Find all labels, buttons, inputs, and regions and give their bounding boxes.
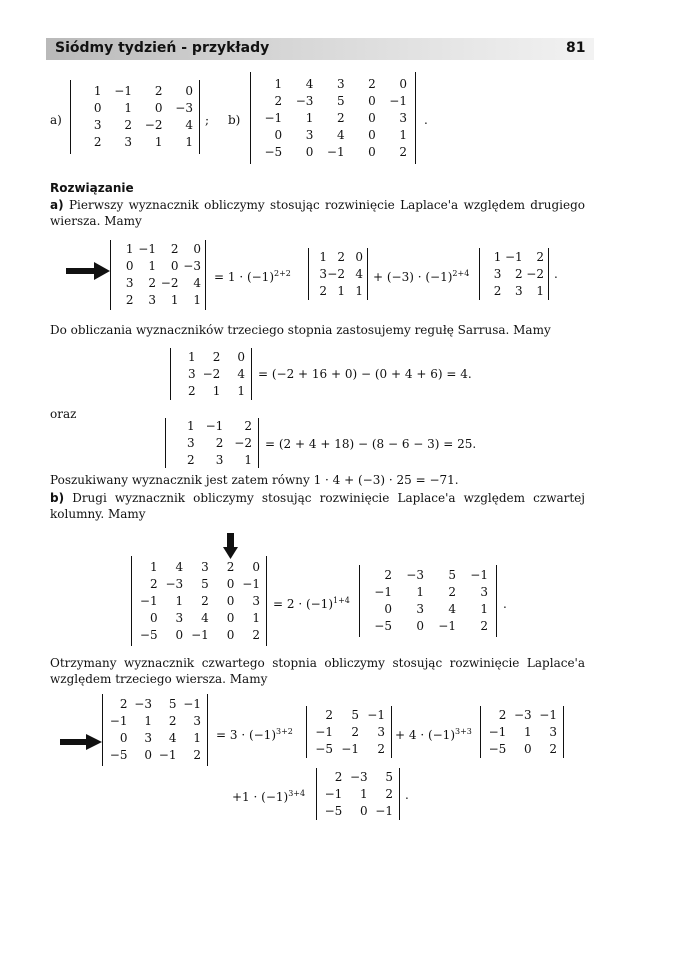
matrix-entry: 0 — [368, 127, 376, 142]
matrix-entry: 2 — [193, 748, 201, 762]
matrix-entry: 2 — [252, 627, 260, 642]
matrix-entry: 4 — [448, 602, 456, 616]
matrix-entry: 3 — [416, 602, 424, 616]
matrix-entry: 2 — [148, 276, 156, 290]
matrix-entry: −1 — [138, 242, 156, 256]
eq2-minor — [359, 565, 497, 637]
part-a-result: Poszukiwany wyznacznik jest zatem równy 1 · 4 + (−3) · 25 = −71. — [50, 473, 459, 487]
matrix-entry: 1 — [305, 110, 314, 125]
matrix-entry: 4 — [175, 559, 184, 574]
eq1-minor1 — [308, 248, 368, 300]
sarrus2-result: = (2 + 4 + 18) − (8 − 6 − 3) = 25. — [265, 437, 477, 451]
matrix-entry: 3 — [252, 593, 260, 608]
matrix-entry: 3 — [305, 127, 314, 142]
matrix-entry: 3 — [515, 283, 523, 298]
matrix-entry: 0 — [274, 127, 283, 142]
matrix-entry: 1 — [493, 249, 502, 264]
matrix-entry: 2 — [448, 585, 456, 599]
matrix-entry: 1 — [274, 76, 283, 91]
matrix-entry: 3 — [493, 266, 502, 281]
matrix-entry: −1 — [315, 724, 333, 739]
eq1-coef1-text: = 1 · (−1) — [214, 270, 274, 284]
matrix-entry: −2 — [202, 366, 221, 381]
matrix-entry: −1 — [264, 110, 283, 125]
oraz-text: oraz — [50, 407, 77, 421]
matrix-entry: −1 — [183, 697, 201, 711]
eq3-coef3-exp: 3+4 — [288, 789, 306, 798]
matrix-entry: 0 — [355, 249, 363, 264]
eq1-coef1 — [214, 266, 291, 285]
matrix-entry: 4 — [193, 276, 201, 290]
matrix-entry: 1 — [355, 283, 363, 298]
matrix-entry: 3 — [93, 118, 102, 132]
period: . — [424, 113, 428, 127]
matrix-entry: 0 — [125, 259, 134, 273]
matrix-entry: 1 — [185, 135, 193, 149]
matrix-entry: −1 — [139, 593, 158, 608]
matrix-entry: 2 — [549, 741, 557, 756]
sarrus1-determinant — [170, 348, 252, 400]
matrix-entry: 4 — [237, 366, 245, 381]
matrix-entry: 1 — [524, 724, 532, 739]
matrix-entry: 1 — [319, 249, 327, 264]
eq2-end: . — [503, 597, 507, 611]
part-a-intro-text: Pierwszy wyznacznik obliczymy stosując rozwinięcie Laplace'a względem drugiego wiersza. Mamy — [50, 198, 585, 228]
part-a-label: a) — [50, 198, 64, 212]
eq3-coef2-exp: 3+3 — [455, 727, 472, 736]
matrix-entry: 2 — [351, 724, 359, 739]
matrix-entry: 1 — [337, 283, 345, 298]
matrix-entry: −1 — [158, 748, 177, 762]
sarrus1-result: = (−2 + 16 + 0) − (0 + 4 + 6) = 4. — [258, 367, 472, 381]
matrix-entry: 5 — [448, 568, 456, 582]
eq3-determinant — [102, 694, 208, 766]
matrix-entry: −1 — [242, 576, 260, 591]
matrix-entry: −1 — [375, 803, 393, 818]
part-a-intro — [50, 197, 585, 229]
matrix-entry: 2 — [480, 619, 488, 633]
matrix-entry: 0 — [399, 76, 407, 91]
matrix-entry: 0 — [368, 93, 376, 108]
determinant-a — [70, 80, 200, 154]
matrix-entry: 1 — [148, 259, 156, 273]
matrix-entry: 0 — [175, 627, 184, 642]
eq3-minor3 — [316, 768, 400, 820]
eq2-coef-text: = 2 · (−1) — [273, 597, 333, 611]
matrix-entry: 2 — [93, 135, 102, 149]
separator: ; — [205, 113, 210, 127]
eq3-minor1 — [306, 706, 392, 758]
matrix-entry: 0 — [226, 593, 235, 608]
eq1-coef2-exp: 2+4 — [452, 269, 470, 278]
matrix-entry: −1 — [191, 627, 209, 642]
matrix-entry: −2 — [160, 276, 179, 290]
matrix-entry: 2 — [515, 266, 523, 281]
matrix-entry: 3 — [193, 714, 201, 728]
matrix-entry: 1 — [170, 293, 179, 307]
eq1-coef1-exp: 2+2 — [274, 269, 291, 278]
matrix-entry: 1 — [193, 293, 201, 307]
arrow-right-icon — [60, 734, 102, 750]
matrix-entry: −5 — [264, 144, 283, 159]
matrix-entry: 1 — [187, 418, 195, 433]
matrix-entry: 1 — [237, 383, 245, 398]
sarrus-intro: Do obliczania wyznaczników trzeciego stopnia zastosujemy regułę Sarrusa. Mamy — [50, 323, 551, 337]
matrix-entry: −1 — [389, 93, 407, 108]
matrix-entry: 3 — [124, 135, 132, 149]
matrix-entry: 3 — [336, 76, 345, 91]
part-b-intro-text: Drugi wyznacznik obliczymy stosując rozwinięcie Laplace'a względem czwartej kolumny. Mamy — [50, 491, 585, 521]
matrix-entry: 2 — [201, 593, 209, 608]
matrix-entry: 1 — [188, 349, 196, 364]
matrix-entry: 5 — [351, 707, 359, 722]
matrix-entry: −5 — [374, 619, 392, 633]
eq2-coef — [273, 593, 350, 612]
matrix-entry: −3 — [134, 697, 152, 711]
matrix-entry: −1 — [324, 786, 343, 801]
matrix-entry: 1 — [193, 731, 201, 745]
label-b: b) — [228, 113, 241, 127]
matrix-entry: 0 — [144, 748, 152, 762]
matrix-entry: 2 — [274, 93, 283, 108]
matrix-entry: 2 — [168, 714, 177, 728]
matrix-entry: −1 — [504, 249, 523, 264]
matrix-entry: −1 — [114, 84, 132, 98]
matrix-entry: 2 — [212, 349, 221, 364]
matrix-entry: −3 — [165, 576, 184, 591]
matrix-entry: 3 — [399, 110, 407, 125]
matrix-entry: 5 — [385, 769, 393, 784]
matrix-entry: −1 — [341, 741, 359, 756]
matrix-entry: −3 — [183, 259, 201, 273]
matrix-entry: 3 — [480, 585, 488, 599]
matrix-entry: 1 — [212, 383, 221, 398]
arrow-right-icon — [66, 262, 110, 280]
matrix-entry: −1 — [367, 707, 385, 722]
matrix-entry: 1 — [93, 84, 102, 98]
eq3-coef1-exp: 3+2 — [276, 727, 293, 736]
matrix-entry: 2 — [368, 76, 376, 91]
matrix-entry: 3 — [215, 452, 224, 467]
eq2-determinant — [131, 556, 267, 646]
eq1-determinant — [110, 240, 206, 310]
solution-heading: Rozwiązanie — [50, 181, 134, 195]
matrix-entry: 0 — [193, 242, 201, 256]
determinant-b — [250, 72, 416, 164]
matrix-entry: 5 — [336, 93, 345, 108]
matrix-entry: 2 — [244, 418, 252, 433]
matrix-entry: 0 — [119, 731, 128, 745]
matrix-entry: −1 — [205, 418, 224, 433]
matrix-entry: 1 — [252, 610, 260, 625]
matrix-entry: 1 — [154, 135, 163, 149]
matrix-entry: 4 — [185, 118, 193, 132]
eq1-end: . — [554, 267, 558, 281]
matrix-entry: 1 — [124, 101, 132, 115]
matrix-entry: 2 — [385, 786, 393, 801]
matrix-entry: 2 — [384, 568, 392, 582]
matrix-entry: 0 — [524, 741, 532, 756]
matrix-entry: 0 — [416, 619, 424, 633]
matrix-entry: 1 — [416, 585, 424, 599]
matrix-entry: 2 — [319, 283, 327, 298]
part-b-intro — [50, 490, 585, 522]
matrix-entry: −3 — [513, 707, 532, 722]
matrix-entry: 3 — [175, 610, 184, 625]
matrix-entry: 2 — [124, 118, 132, 132]
matrix-entry: 2 — [498, 707, 507, 722]
matrix-entry: −3 — [175, 101, 193, 115]
matrix-entry: 2 — [377, 741, 385, 756]
eq1-coef2 — [373, 266, 469, 285]
matrix-entry: 0 — [368, 110, 376, 125]
matrix-entry: 1 — [175, 593, 184, 608]
page-header-title: Siódmy tydzień - przykłady — [55, 40, 270, 56]
matrix-entry: 3 — [201, 559, 209, 574]
matrix-entry: 0 — [237, 349, 245, 364]
matrix-entry: 2 — [170, 242, 179, 256]
matrix-entry: 2 — [325, 707, 333, 722]
matrix-entry: 2 — [337, 249, 345, 264]
matrix-entry: 5 — [201, 576, 209, 591]
eq3-end: . — [405, 788, 409, 802]
part-b-label: b) — [50, 491, 65, 505]
matrix-entry: 2 — [226, 559, 235, 574]
matrix-entry: 4 — [336, 127, 345, 142]
matrix-entry: −5 — [324, 803, 343, 818]
matrix-entry: 0 — [226, 627, 235, 642]
eq3-coef1 — [216, 724, 293, 743]
matrix-entry: −1 — [438, 619, 456, 633]
page-number: 81 — [566, 40, 586, 56]
matrix-entry: 1 — [144, 714, 152, 728]
matrix-entry: −2 — [526, 266, 544, 281]
matrix-entry: 2 — [336, 110, 345, 125]
matrix-entry: 4 — [168, 731, 177, 745]
matrix-entry: 2 — [188, 383, 196, 398]
matrix-entry: −1 — [374, 585, 392, 599]
matrix-entry: 3 — [148, 293, 156, 307]
matrix-entry: 2 — [493, 283, 502, 298]
matrix-entry: 1 — [360, 786, 368, 801]
label-a: a) — [50, 113, 62, 127]
matrix-entry: −1 — [470, 568, 488, 582]
matrix-entry: −1 — [326, 144, 345, 159]
matrix-entry: 3 — [187, 435, 195, 450]
matrix-entry: −3 — [406, 568, 424, 582]
matrix-entry: −3 — [295, 93, 314, 108]
matrix-entry: 3 — [549, 724, 557, 739]
matrix-entry: −5 — [139, 627, 158, 642]
matrix-entry: 2 — [399, 144, 407, 159]
matrix-entry: 3 — [125, 276, 134, 290]
matrix-entry: −2 — [327, 266, 345, 281]
matrix-entry: 1 — [480, 602, 488, 616]
eq1-minor2 — [479, 248, 549, 300]
matrix-entry: 0 — [170, 259, 179, 273]
matrix-entry: 0 — [305, 144, 314, 159]
matrix-entry: 1 — [536, 283, 544, 298]
part-b-middle: Otrzymany wyznacznik czwartego stopnia obliczymy stosując rozwinięcie Laplace'a względem trzeciego wiersza. Mamy — [50, 656, 585, 686]
eq1-coef2-text: + (−3) · (−1) — [373, 270, 453, 284]
matrix-entry: 2 — [154, 84, 163, 98]
matrix-entry: 3 — [188, 366, 196, 381]
eq3-coef2 — [395, 724, 472, 743]
matrix-entry: 0 — [226, 576, 235, 591]
matrix-entry: 0 — [226, 610, 235, 625]
eq3-coef1-text: = 3 · (−1) — [216, 728, 276, 742]
matrix-entry: 3 — [377, 724, 385, 739]
matrix-entry: 1 — [149, 559, 158, 574]
matrix-entry: 0 — [360, 803, 368, 818]
matrix-entry: 2 — [119, 697, 128, 711]
matrix-entry: −1 — [109, 714, 128, 728]
matrix-entry: 1 — [244, 452, 252, 467]
matrix-entry: 2 — [215, 435, 224, 450]
matrix-entry: 4 — [305, 76, 314, 91]
sarrus2-determinant — [165, 418, 259, 468]
eq3-coef3 — [232, 786, 305, 805]
matrix-entry: 0 — [252, 559, 260, 574]
matrix-entry: 5 — [168, 697, 177, 711]
matrix-entry: 4 — [355, 266, 363, 281]
matrix-entry: −3 — [349, 769, 368, 784]
matrix-entry: 1 — [399, 127, 407, 142]
matrix-entry: 3 — [319, 266, 327, 281]
matrix-entry: 2 — [187, 452, 195, 467]
matrix-entry: 2 — [125, 293, 134, 307]
matrix-entry: 0 — [185, 84, 193, 98]
matrix-entry: −5 — [315, 741, 333, 756]
eq2-coef-exp: 1+4 — [333, 596, 350, 605]
matrix-entry: −5 — [488, 741, 507, 756]
matrix-entry: −5 — [109, 748, 128, 762]
eq3-coef3-text: +1 · (−1) — [232, 790, 289, 804]
matrix-entry: 1 — [125, 242, 134, 256]
eq3-coef2-text: + 4 · (−1) — [395, 728, 455, 742]
matrix-entry: −2 — [144, 118, 163, 132]
matrix-entry: 0 — [368, 144, 376, 159]
matrix-entry: −1 — [539, 707, 557, 722]
matrix-entry: 0 — [149, 610, 158, 625]
matrix-entry: 0 — [384, 602, 392, 616]
matrix-entry: 4 — [201, 610, 209, 625]
matrix-entry: 2 — [149, 576, 158, 591]
matrix-entry: −1 — [488, 724, 507, 739]
eq3-minor2 — [480, 706, 564, 758]
matrix-entry: 2 — [536, 249, 544, 264]
matrix-entry: 0 — [93, 101, 102, 115]
matrix-entry: 0 — [154, 101, 163, 115]
matrix-entry: 3 — [144, 731, 152, 745]
matrix-entry: −2 — [234, 435, 252, 450]
matrix-entry: 2 — [334, 769, 343, 784]
